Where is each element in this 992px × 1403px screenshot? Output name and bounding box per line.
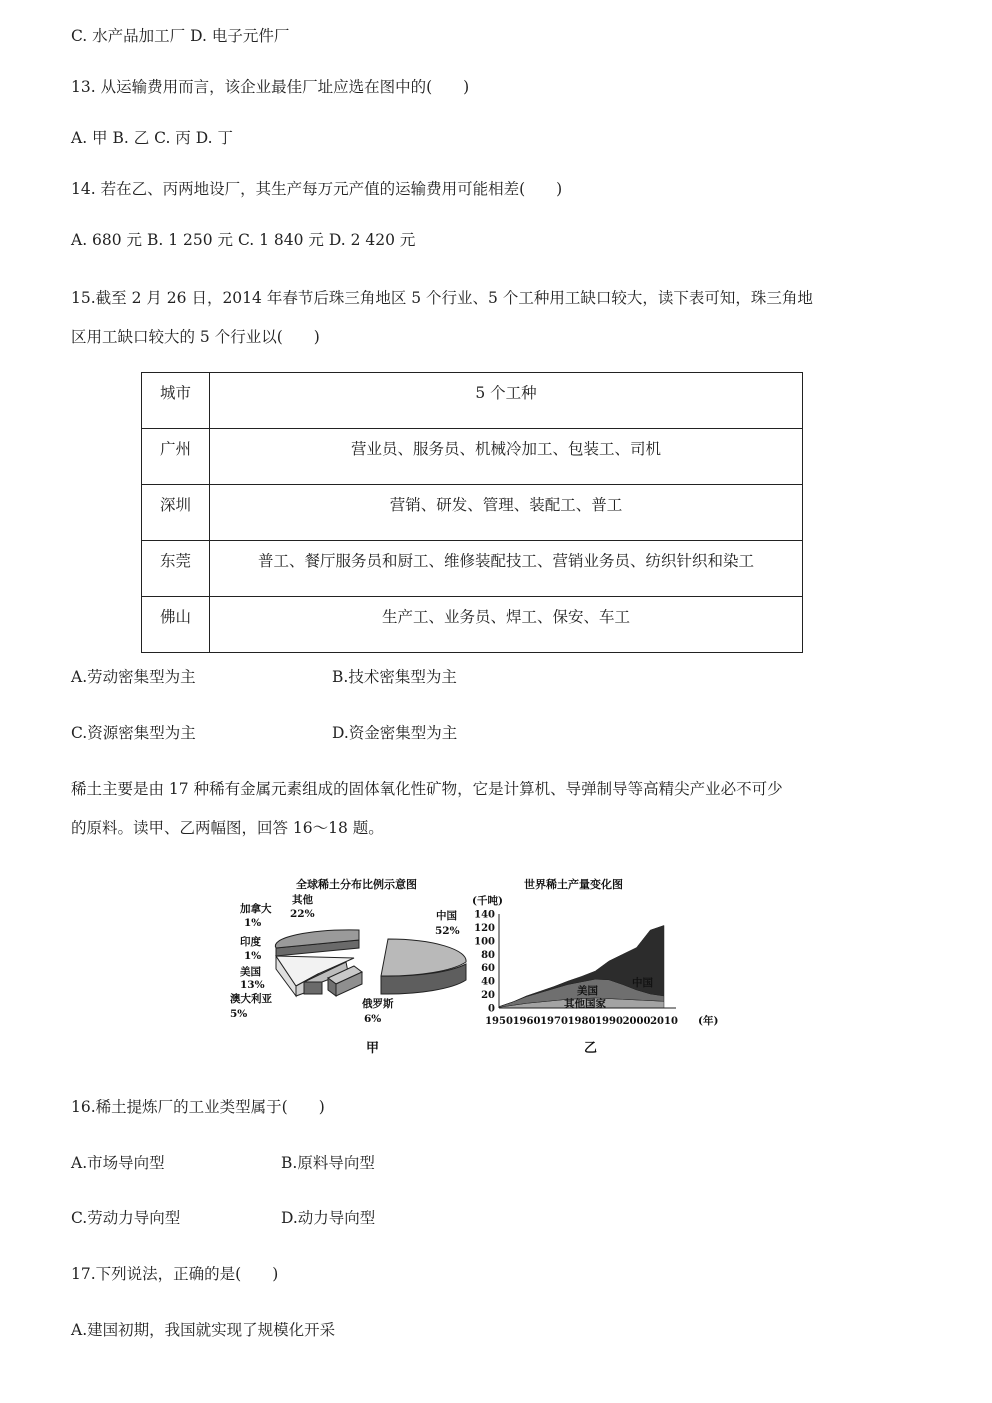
pie-pct-canada: 1% [244, 917, 262, 929]
pie-label-australia: 澳大利亚 [230, 993, 272, 1005]
table-cell-jobs: 营业员、服务员、机械冷加工、包装工、司机 [210, 429, 803, 485]
table-cell-city: 深圳 [142, 485, 210, 541]
table-row [142, 485, 803, 541]
pie-label-china: 中国 [436, 910, 457, 922]
question-17-option-a: A.建国初期，我国就实现了规模化开采 [71, 1321, 336, 1339]
table-row [142, 541, 803, 597]
area-y-tick-label: 60 [481, 963, 495, 975]
area-x-tick-label: 2000 [622, 1016, 651, 1027]
question-17: 17.下列说法，正确的是( ) [71, 1265, 279, 1283]
area-y-tick-label: 80 [481, 949, 495, 961]
pie-pct-usa: 13% [240, 979, 265, 991]
question-15-option-d: D.资金密集型为主 [332, 724, 458, 742]
question-15-option-b: B.技术密集型为主 [332, 668, 457, 686]
area-y-tick-label: 0 [488, 1003, 495, 1015]
pie-label-india: 印度 [240, 936, 261, 948]
area-label-china: 中国 [632, 977, 653, 989]
question-16-option-a: A.市场导向型 [71, 1154, 165, 1172]
table-cell-jobs: 营销、研发、管理、装配工、普工 [210, 485, 803, 541]
pie-title: 全球稀土分布比例示意图 [296, 878, 417, 891]
workforce-table [141, 372, 803, 653]
pie-pct-australia: 5% [230, 1008, 248, 1020]
pie-slice-other [275, 930, 359, 956]
area-x-tick-label: 1950 [485, 1016, 513, 1027]
intro-line-2: 的原料。读甲、乙两幅图，回答 16～18 题。 [71, 819, 384, 837]
area-y-tick-label: 20 [481, 990, 495, 1002]
question-15-option-c: C.资源密集型为主 [71, 724, 196, 742]
table-row [142, 429, 803, 485]
pie-slice-china [381, 939, 466, 994]
pie-pct-other: 22% [290, 908, 315, 920]
question-14-options: A. 680 元 B. 1 250 元 C. 1 840 元 D. 2 420 元 [71, 231, 416, 249]
table-cell-city: 佛山 [142, 597, 210, 653]
question-16-option-d: D.动力导向型 [281, 1209, 376, 1227]
area-y-tick-label: 140 [474, 909, 495, 921]
area-label-other: 其他国家 [564, 998, 606, 1010]
area-y-tick-label: 120 [474, 922, 495, 934]
area-x-tick-label: 2010 [650, 1016, 678, 1027]
pie-label-russia: 俄罗斯 [362, 998, 394, 1010]
question-16-option-b: B.原料导向型 [281, 1154, 375, 1172]
question-14: 14. 若在乙、丙两地设厂，其生产每万元产值的运输费用可能相差( ) [71, 180, 563, 198]
pie-caption: 甲 [366, 1041, 380, 1056]
pie-pct-china: 52% [435, 925, 460, 937]
table-header-city: 城市 [142, 373, 210, 429]
rare-earth-figure [230, 866, 719, 1060]
question-15-line-1: 15.截至 2 月 26 日，2014 年春节后珠三角地区 5 个行业、5 个工种用工缺口较大，读下表可知，珠三角地 [71, 289, 813, 307]
area-label-usa: 美国 [577, 985, 598, 997]
question-13: 13. 从运输费用而言，该企业最佳厂址应选在图中的( ) [71, 78, 470, 96]
area-y-unit: (千吨) [472, 895, 503, 907]
question-15-line-2: 区用工缺口较大的 5 个行业以( ) [71, 328, 320, 346]
pie-pct-india: 1% [244, 950, 262, 962]
area-y-ticks [474, 910, 495, 1015]
table-header-jobs: 5 个工种 [210, 373, 803, 429]
table-cell-jobs: 生产工、业务员、焊工、保安、车工 [210, 597, 803, 653]
pie-label-usa: 美国 [240, 966, 261, 978]
intro-line-1: 稀土主要是由 17 种稀有金属元素组成的固体氧化性矿物，它是计算机、导弹制导等高精尖产业必不可少 [71, 780, 783, 798]
area-chart-title: 世界稀土产量变化图 [524, 878, 623, 891]
area-caption: 乙 [584, 1041, 598, 1056]
area-x-tick-label: 1990 [595, 1016, 623, 1027]
table-cell-city: 广州 [142, 429, 210, 485]
table-cell-city: 东莞 [142, 541, 210, 597]
area-x-unit: (年) [698, 1015, 719, 1027]
question-15-option-a: A.劳动密集型为主 [71, 668, 196, 686]
table-cell-jobs: 普工、餐厅服务员和厨工、维修装配技工、营销业务员、纺织针织和染工 [210, 541, 803, 597]
pie-pct-russia: 6% [364, 1013, 382, 1025]
area-x-ticks [485, 1016, 678, 1027]
pie-label-other: 其他 [292, 894, 313, 906]
question-16: 16.稀土提炼厂的工业类型属于( ) [71, 1098, 325, 1116]
question-13-options: A. 甲 B. 乙 C. 丙 D. 丁 [71, 129, 233, 147]
pie-label-canada: 加拿大 [240, 903, 272, 915]
area-x-tick-label: 1980 [567, 1016, 596, 1027]
table-header-row [142, 373, 803, 429]
table-row [142, 597, 803, 653]
area-x-tick-label: 1960 [512, 1016, 541, 1027]
area-y-tick-label: 40 [481, 976, 495, 988]
question-16-option-c: C.劳动力导向型 [71, 1209, 181, 1227]
question-12-options-cd: C. 水产品加工厂 D. 电子元件厂 [71, 27, 290, 45]
area-y-tick-label: 100 [474, 936, 495, 948]
area-x-tick-label: 1970 [540, 1016, 568, 1027]
